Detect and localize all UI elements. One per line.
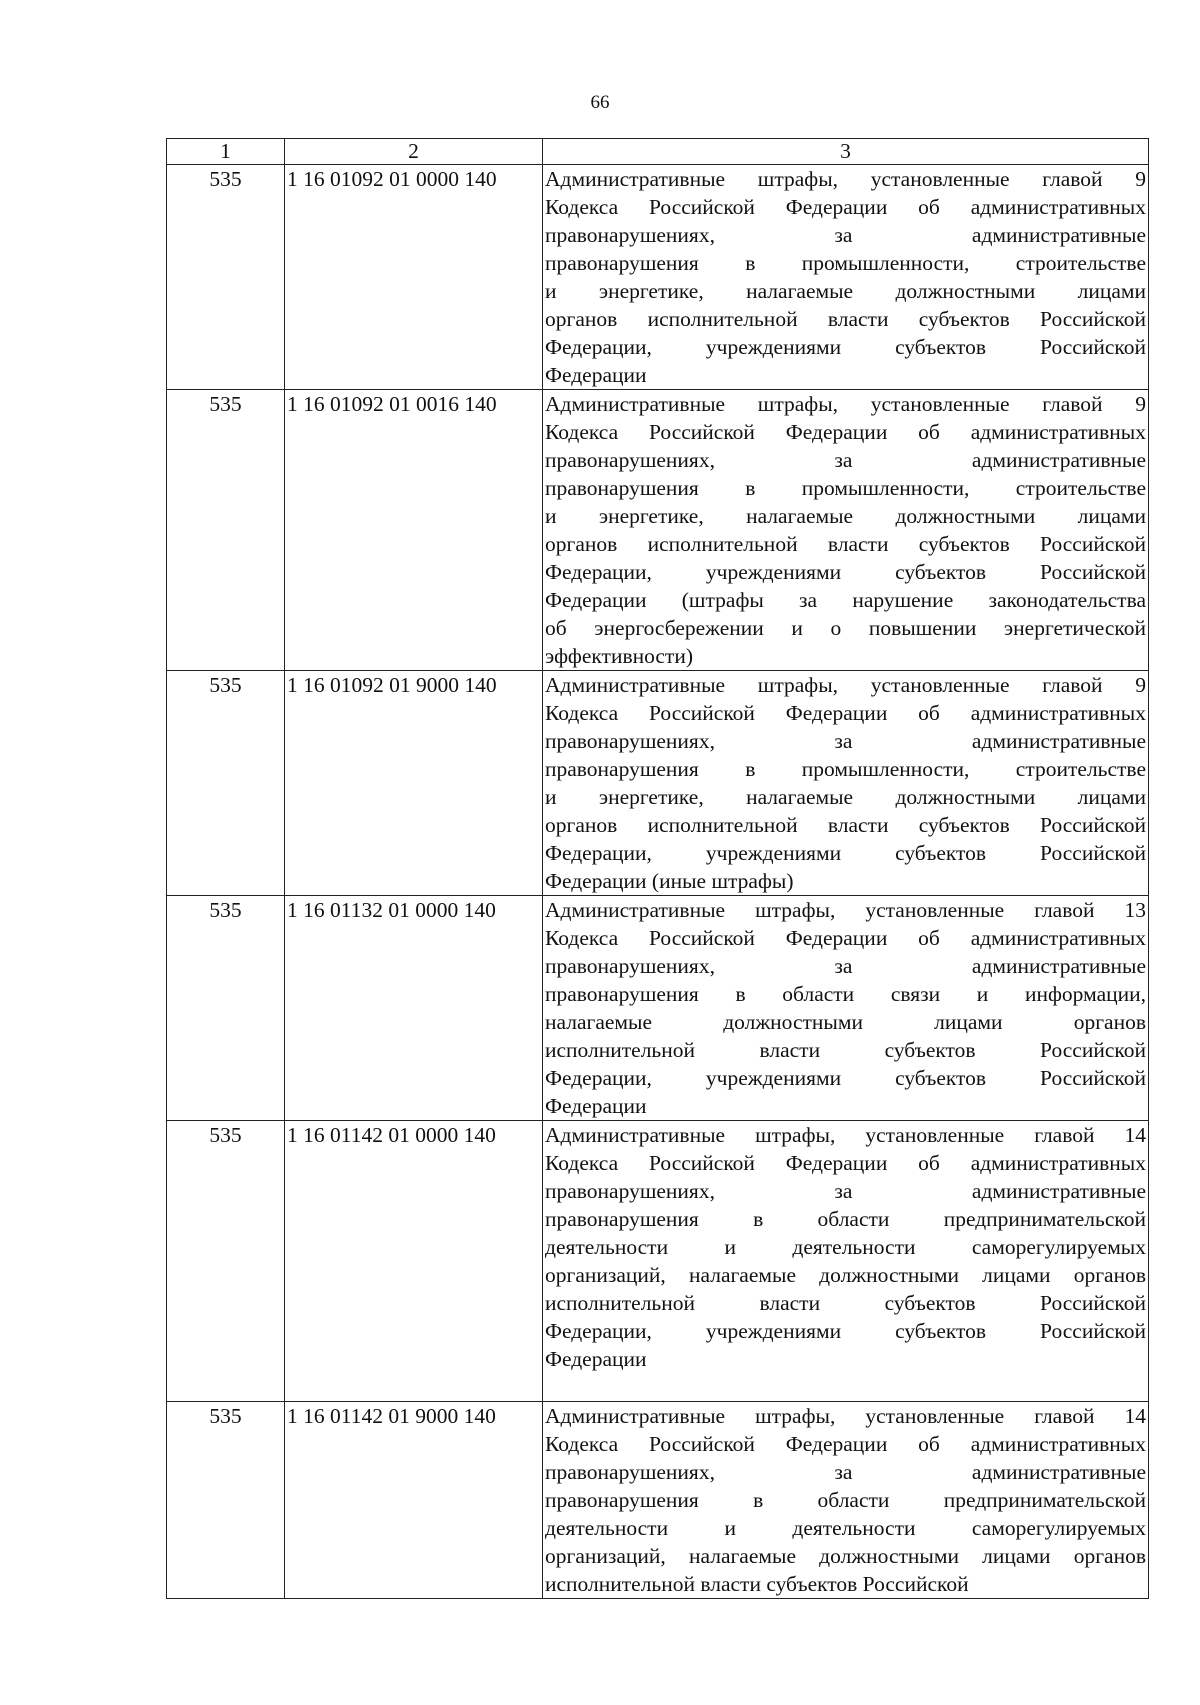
- table-row: [167, 390, 1149, 671]
- description-line: исполнительной власти субъектов Российской: [545, 1572, 969, 1596]
- description-line: исполнительной власти субъектов Российской: [545, 1291, 1146, 1315]
- description-line: Административные штрафы, установленные главой 9: [545, 673, 1146, 697]
- admin-code-cell: 535: [167, 671, 285, 896]
- description-line: Федерации, учреждениями субъектов Российской: [545, 841, 1146, 865]
- description-line: правонарушения в промышленности, строительстве: [545, 476, 1146, 500]
- description-cell: [543, 896, 1149, 1121]
- description-line: и энергетике, налагаемые должностными лицами: [545, 504, 1146, 528]
- admin-code-cell: 535: [167, 1121, 285, 1402]
- description-line: Административные штрафы, установленные главой 9: [545, 392, 1146, 416]
- description-line: правонарушениях, за административные: [545, 954, 1146, 978]
- description-line: правонарушения в области предпринимательской: [545, 1207, 1146, 1231]
- description-cell: [543, 1121, 1149, 1402]
- description-line: правонарушения в области предпринимательской: [545, 1488, 1146, 1512]
- budget-code-cell: 1 16 01132 01 0000 140: [285, 896, 543, 1121]
- description-line: деятельности и деятельности саморегулируемых: [545, 1235, 1146, 1259]
- description-line: правонарушения в промышленности, строительстве: [545, 757, 1146, 781]
- table-row: [167, 896, 1149, 1121]
- admin-code-cell: 535: [167, 390, 285, 671]
- description-line: Федерации, учреждениями субъектов Российской: [545, 1319, 1146, 1343]
- table-row: [167, 1121, 1149, 1402]
- admin-code-cell: 535: [167, 165, 285, 390]
- description-line: организаций, налагаемые должностными лицами органов: [545, 1544, 1146, 1568]
- description-line: об энергосбережении и о повышении энергетической: [545, 616, 1146, 640]
- description-line: Административные штрафы, установленные главой 13: [545, 898, 1146, 922]
- description-line: правонарушениях, за административные: [545, 1460, 1146, 1484]
- table-row: [167, 165, 1149, 390]
- description-line: Федерации (иные штрафы): [545, 869, 794, 893]
- admin-code-cell: 535: [167, 896, 285, 1121]
- budget-classification-table: [166, 138, 1149, 1599]
- description-cell: [543, 1402, 1149, 1599]
- description-line: Федерации, учреждениями субъектов Российской: [545, 560, 1146, 584]
- description-line: правонарушениях, за административные: [545, 729, 1146, 753]
- description-line: Административные штрафы, установленные главой 14: [545, 1404, 1146, 1428]
- page-number: 66: [590, 92, 610, 113]
- table-row: [167, 671, 1149, 896]
- table-body: [167, 165, 1149, 1599]
- description-cell: [543, 390, 1149, 671]
- description-line: и энергетике, налагаемые должностными лицами: [545, 279, 1146, 303]
- description-line: Административные штрафы, установленные главой 14: [545, 1123, 1146, 1147]
- description-line: Федерации: [545, 1347, 647, 1371]
- description-line: правонарушения в области связи и информации,: [545, 982, 1146, 1006]
- description-line: правонарушениях, за административные: [545, 223, 1146, 247]
- description-line: деятельности и деятельности саморегулируемых: [545, 1516, 1146, 1540]
- description-line: органов исполнительной власти субъектов Российской: [545, 532, 1146, 556]
- table-header: [167, 139, 1149, 165]
- description-line: правонарушениях, за административные: [545, 448, 1146, 472]
- budget-code-cell: 1 16 01092 01 0016 140: [285, 390, 543, 671]
- description-line: налагаемые должностными лицами органов: [545, 1010, 1146, 1034]
- admin-code-cell: 535: [167, 1402, 285, 1599]
- header-row: [167, 139, 1149, 165]
- description-line: Кодекса Российской Федерации об административных: [545, 1432, 1146, 1456]
- table-row: [167, 1402, 1149, 1599]
- description-line: органов исполнительной власти субъектов Российской: [545, 307, 1146, 331]
- description-line: Федерации, учреждениями субъектов Российской: [545, 335, 1146, 359]
- description-cell: [543, 671, 1149, 896]
- description-line: [545, 1373, 1146, 1401]
- header-col-2: 2: [285, 139, 543, 165]
- description-line: Административные штрафы, установленные главой 9: [545, 167, 1146, 191]
- description-line: организаций, налагаемые должностными лицами органов: [545, 1263, 1146, 1287]
- description-line: Кодекса Российской Федерации об административных: [545, 926, 1146, 950]
- description-line: Кодекса Российской Федерации об административных: [545, 420, 1146, 444]
- description-line: правонарушения в промышленности, строительстве: [545, 251, 1146, 275]
- budget-code-cell: 1 16 01142 01 0000 140: [285, 1121, 543, 1402]
- description-line: Федерации: [545, 1094, 647, 1118]
- description-line: Кодекса Российской Федерации об административных: [545, 195, 1146, 219]
- budget-code-cell: 1 16 01142 01 9000 140: [285, 1402, 543, 1599]
- budget-code-cell: 1 16 01092 01 9000 140: [285, 671, 543, 896]
- description-line: эффективности): [545, 644, 693, 668]
- header-col-3: 3: [543, 139, 1149, 165]
- description-line: Федерации, учреждениями субъектов Российской: [545, 1066, 1146, 1090]
- description-line: исполнительной власти субъектов Российской: [545, 1038, 1146, 1062]
- description-line: Федерации (штрафы за нарушение законодательства: [545, 588, 1146, 612]
- description-line: органов исполнительной власти субъектов Российской: [545, 813, 1146, 837]
- description-line: Кодекса Российской Федерации об административных: [545, 1151, 1146, 1175]
- description-line: Федерации: [545, 363, 647, 387]
- description-line: правонарушениях, за административные: [545, 1179, 1146, 1203]
- description-cell: [543, 165, 1149, 390]
- description-line: и энергетике, налагаемые должностными лицами: [545, 785, 1146, 809]
- header-col-1: 1: [167, 139, 285, 165]
- description-line: Кодекса Российской Федерации об административных: [545, 701, 1146, 725]
- budget-code-cell: 1 16 01092 01 0000 140: [285, 165, 543, 390]
